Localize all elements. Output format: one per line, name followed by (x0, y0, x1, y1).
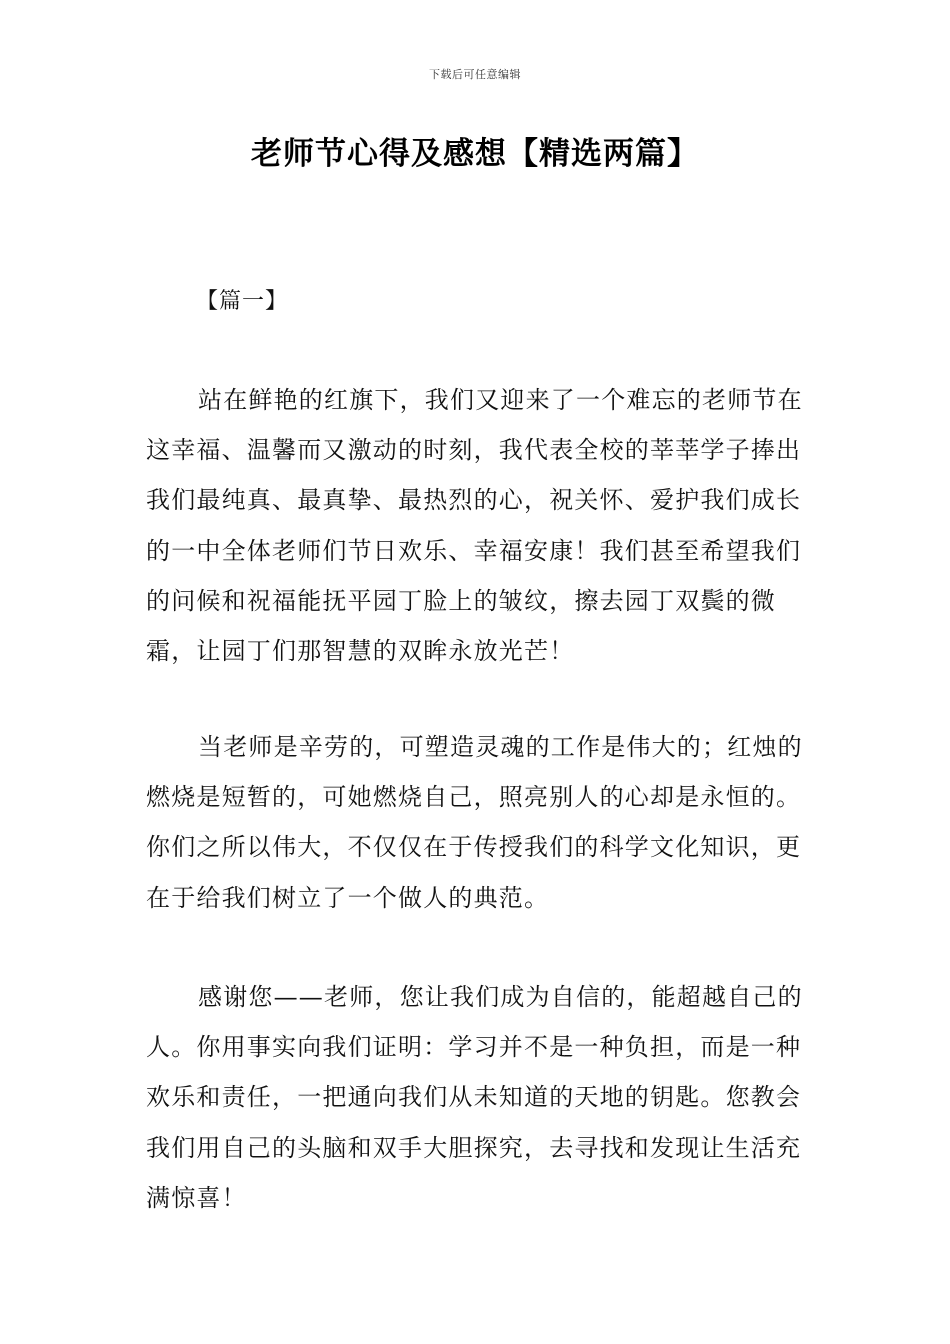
paragraph: 站在鲜艳的红旗下，我们又迎来了一个难忘的老师节在这幸福、温馨而又激动的时刻，我代表全校的莘莘学子捧出我们最纯真、最真挚、最热烈的心，祝关怀、爱护我们成长的一中全体老师们节日欢乐、幸福安康！我们甚至希望我们的问候和祝福能抚平园丁脸上的皱纹，擦去园丁双鬓的微霜，让园丁们那智慧的双眸永放光芒！ (146, 386, 803, 666)
header-note: 下载后可任意编辑 (429, 68, 521, 81)
paragraph-2-block (146, 722, 806, 923)
section-label: 【篇一】 (196, 289, 289, 314)
paragraph: 感谢您——老师，您让我们成为自信的，能超越自己的人。你用事实向我们证明：学习并不是一种负担，而是一种欢乐和责任，一把通向我们从未知道的天地的钥匙。您教会我们用自己的头脑和双手大胆探究，去寻找和发现让生活充满惊喜！ (146, 983, 803, 1212)
paragraph-1-block (146, 375, 806, 676)
paragraph-3-block (146, 972, 806, 1223)
paragraph: 当老师是辛劳的，可塑造灵魂的工作是伟大的；红烛的燃烧是短暂的，可她燃烧自己，照亮别人的心却是永恒的。你们之所以伟大，不仅仅在于传授我们的科学文化知识，更在于给我们树立了一个做人的典范。 (146, 733, 803, 912)
document-title: 老师节心得及感想【精选两篇】 (251, 136, 699, 172)
